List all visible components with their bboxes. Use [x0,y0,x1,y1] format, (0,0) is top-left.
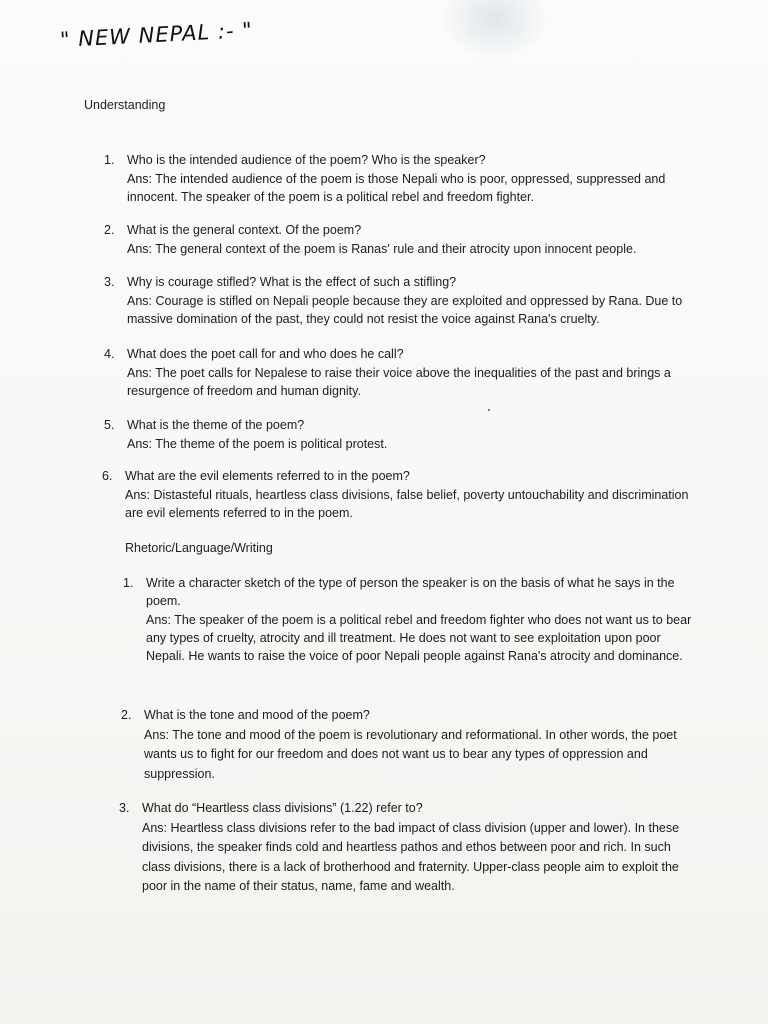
question-text: What is the tone and mood of the poem? [144,708,370,722]
list-item [104,151,692,207]
list-item [104,273,692,329]
section-heading-rhetoric: Rhetoric/Language/Writing [125,541,273,555]
question-text: Why is courage stifled? What is the effect of such a stifling? [127,275,457,289]
question-text: Who is the intended audience of the poem? Who is the speaker? [127,153,486,167]
item-number: 3. [119,801,130,815]
list-item [104,416,692,453]
list-item [119,799,692,897]
list-item [121,706,694,784]
question-text: What does the poet call for and who does he call? [127,347,404,361]
list-item [104,345,692,401]
item-number: 4. [104,347,115,361]
question-text: What are the evil elements referred to in the poem? [125,469,410,483]
answer-text: Ans: The speaker of the poem is a political rebel and freedom fighter who does not want us to bear any types of cruelty, atrocity and ill treatment. He does not want to see exploitation upon poor Nepali. He wants to raise the voice of poor Nepali people against Rana's atrocity and dominance. [146,612,692,664]
item-number: 6. [102,469,113,483]
question-text: What is the general context. Of the poem? [127,223,362,237]
answer-text: Ans: The general context of the poem is Ranas' rule and their atrocity upon innocent people. [127,241,637,256]
item-number: 5. [104,418,115,432]
question-text: What is the theme of the poem? [127,418,305,432]
item-number: 2. [121,708,132,722]
answer-text: Ans: Distasteful rituals, heartless class divisions, false belief, poverty untouchability and discrimination are evil elements referred to in the poem. [125,487,689,520]
answer-text: Ans: The tone and mood of the poem is revolutionary and reformational. In other words, the poet wants us to fight for our freedom and does not want us to bear any types of oppression and suppression. [144,727,677,781]
list-item [104,221,692,258]
speck [488,409,490,411]
item-number: 1. [104,153,115,167]
answer-text: Ans: The theme of the poem is political protest. [127,436,388,451]
list-item [123,574,694,665]
question-text: What do “Heartless class divisions” (1.22) refer to? [142,801,423,815]
answer-text: Ans: Courage is stifled on Nepali people because they are exploited and oppressed by Rana. Due to massive domination of the past, they could not resist the voice against Rana's cruelty. [127,293,683,326]
handwritten-title: " NEW NEPAL :- " [59,17,254,52]
item-number: 3. [104,275,115,289]
item-number: 2. [104,223,115,237]
question-text: Write a character sketch of the type of person the speaker is on the basis of what he says in the poem. [146,576,675,609]
item-number: 1. [123,576,134,590]
answer-text: Ans: The intended audience of the poem is those Nepali who is poor, oppressed, suppressed and innocent. The speaker of the poem is a political rebel and freedom fighter. [127,171,666,204]
scan-smudge [440,0,550,60]
answer-text: Ans: Heartless class divisions refer to the bad impact of class division (upper and lower). In these divisions, the speaker finds cold and heartless pathos and ethos between poor and rich. In such class divisions, there is a lack of brotherhood and fraternity. Upper-class people aim to exploit the poor in the name of their status, name, fame and wealth. [142,820,680,893]
answer-text: Ans: The poet calls for Nepalese to raise their voice above the inequalities of the past and brings a resurgence of freedom and human dignity. [127,365,671,398]
list-item [102,467,690,523]
section-heading-understanding: Understanding [84,98,166,112]
